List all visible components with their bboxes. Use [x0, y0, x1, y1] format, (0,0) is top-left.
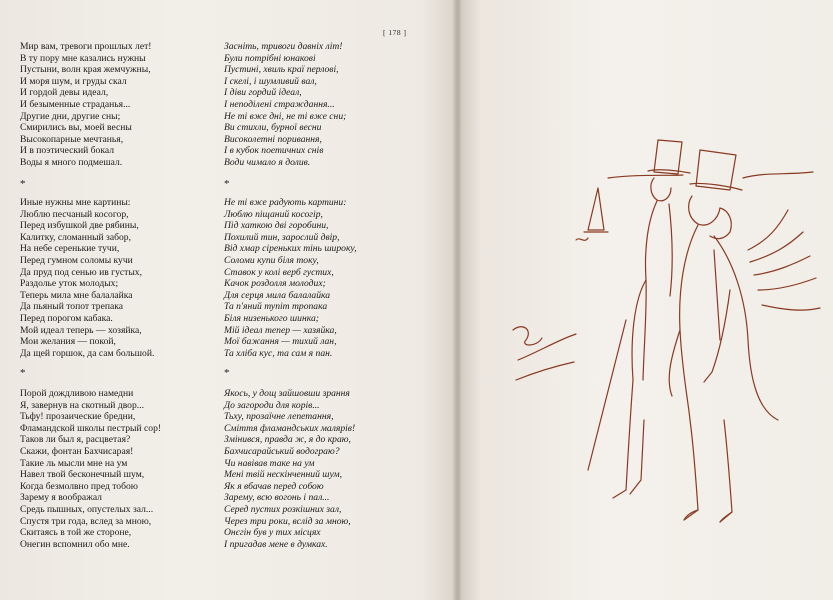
verse-line: Не ті вже дні, не ті вже сни;: [224, 110, 347, 122]
verse-line: Таков ли был я, расцветая?: [20, 434, 131, 446]
illustration-two-men-sketch: [458, 0, 833, 600]
verse-line: Та хліба кус, та сам я пан.: [224, 347, 333, 359]
verse-line: Високолетні поривання,: [224, 133, 322, 145]
verse-line: Соломи купи біля току,: [224, 254, 319, 266]
verse-line: Через три роки, вслід за мною,: [224, 515, 351, 527]
verse-line: Навел твой бесконечный шум,: [20, 469, 145, 481]
ukrainian-stanza-2: [224, 197, 424, 359]
verse-line: Да пьяный топот трепака: [20, 301, 124, 313]
verse-line: Зарему я воображал: [20, 492, 102, 504]
verse-line: Скитаясь в той же стороне,: [20, 527, 132, 539]
verse-line: Люблю піщаний косогір,: [224, 208, 323, 220]
verse-line: И в поэтический бокал: [20, 145, 114, 157]
walking-cane: [588, 320, 626, 470]
verse-line: Мир вам, тревоги прошлых лет!: [20, 41, 152, 52]
verse-line: Були потрібні юнакові: [224, 52, 316, 64]
verse-line: Порой дождливою намедни: [20, 388, 134, 399]
verse-line: Тьфу! прозаические бредни,: [20, 411, 136, 423]
verse-line: Не ті вже радують картини:: [224, 197, 347, 208]
verse-line: Мой идеал теперь — хозяйка,: [20, 324, 142, 336]
verse-line: Серед пустих розкішних зал,: [224, 503, 342, 515]
verse-line: До загороди для корів...: [224, 399, 320, 411]
verse-line: Качок роздолля молодих;: [224, 278, 326, 290]
verse-line: Смирились вы, моей весны: [20, 122, 132, 134]
verse-line: Люблю песчаный косогор,: [20, 208, 129, 220]
verse-line: І в кубок поетичних снів: [224, 145, 324, 157]
verse-line: Змінився, правда ж, я до краю,: [224, 434, 351, 446]
verse-line: Ставок у колі верб густих,: [224, 266, 334, 278]
verse-line: І діви гордий ідеал,: [224, 87, 302, 99]
russian-stanza-1: [20, 41, 220, 169]
verse-line: Тьху, прозаїчне лепетання,: [224, 411, 334, 423]
verse-line: Я, завернув на скотный двор...: [20, 399, 144, 411]
verse-line: Мій ідеал тепер — хазяйка,: [224, 324, 337, 336]
verse-line: Раздолье уток молодых;: [20, 278, 119, 290]
verse-line: Води чимало я долив.: [224, 156, 311, 168]
verse-line: Засніть, тривоги давніх літ!: [224, 41, 343, 52]
verse-line: Спустя три года, вслед за мною,: [20, 515, 152, 527]
horizon-line: [608, 175, 683, 178]
verse-line: Чи навівав таке на ум: [224, 457, 315, 469]
stanza-separator: *: [224, 178, 230, 190]
verse-line: Пустині, хвиль краї перлові,: [224, 64, 339, 76]
verse-line: Скажи, фонтан Бахчисарая!: [20, 445, 134, 457]
verse-line: И гордой девы идеал,: [20, 87, 109, 99]
verse-line: Біля низенького шинка;: [224, 312, 319, 324]
verse-line: І неподілені страждання...: [224, 98, 335, 110]
sailboat: [584, 188, 608, 232]
scribble: [513, 327, 542, 345]
verse-line: Зарему, всю вогонь і пал...: [224, 492, 330, 504]
verse-line: Мені твій нескінченний шум,: [224, 469, 343, 481]
verse-line: И моря шум, и груды скал: [20, 75, 127, 87]
verse-line: Да пруд под сенью ив густых,: [20, 266, 143, 278]
ukrainian-stanza-3: [224, 388, 424, 550]
russian-stanza-2: [20, 197, 220, 359]
verse-line: Перед избушкой две рябины,: [20, 220, 139, 232]
verse-line: Як я вбачав перед собою: [224, 480, 324, 492]
verse-line: Від хмар сіреньких тінь широку,: [224, 243, 357, 255]
verse-line: Калитку, сломанный забор,: [20, 231, 131, 243]
verse-line: Такие ль мысли мне на ум: [20, 457, 128, 469]
verse-line: Якось, у дощ зайшовши зрання: [224, 388, 350, 399]
verse-line: Ви стихли, бурної весни: [224, 122, 322, 134]
verse-line: Перед порогом кабака.: [20, 312, 113, 324]
russian-stanza-3: [20, 388, 220, 550]
verse-line: Бахчисарайський водограю?: [224, 445, 340, 457]
verse-line: Высокопарные мечтанья,: [20, 133, 124, 145]
horizon-line: [743, 172, 813, 178]
stanza-separator: *: [20, 178, 26, 190]
verse-line: Онегин вспомнил обо мне.: [20, 538, 130, 550]
verse-line: Когда безмолвно пред тобою: [20, 480, 138, 492]
stanza-separator: *: [20, 367, 26, 379]
verse-line: Мои желания — покой,: [20, 336, 116, 348]
verse-line: Да щей горшок, да сам большой.: [20, 347, 155, 359]
verse-line: Для серця мила балалайка: [224, 289, 331, 301]
verse-line: І скелі, і шумливий вал,: [224, 75, 317, 87]
wing-strokes: [748, 210, 788, 250]
ukrainian-stanza-1: [224, 41, 424, 169]
verse-line: Під хаткою дві горобини,: [224, 220, 329, 232]
verse-line: І пригадав мене в думках.: [224, 538, 328, 550]
verse-line: Другие дни, другие сны;: [20, 110, 121, 122]
verse-line: Иные нужны мне картины:: [20, 197, 131, 208]
verse-line: Воды я много подмешал.: [20, 156, 123, 168]
verse-line: И безыменные страданья...: [20, 98, 131, 110]
verse-line: Мої бажання — тихий лан,: [224, 336, 337, 348]
verse-line: На небе серенькие тучи,: [20, 243, 120, 255]
page-number: [ 178 ]: [383, 28, 407, 37]
verse-line: Похилий тин, зарослий двір,: [224, 231, 340, 243]
stanza-separator: *: [224, 367, 230, 379]
top-hat: [654, 140, 682, 174]
verse-line: Та п'яний тупіт тропака: [224, 301, 328, 313]
verse-line: Онєгін був у тих місцях: [224, 527, 321, 539]
verse-line: В ту пору мне казались нужны: [20, 52, 146, 64]
verse-line: Теперь мила мне балалайка: [20, 289, 133, 301]
verse-line: Сміття фламандських малярів!: [224, 422, 356, 434]
verse-line: Фламандской школы пестрый сор!: [20, 422, 162, 434]
verse-line: Средь пышных, опустелых зал...: [20, 503, 154, 515]
verse-line: Пустыни, волн края жемчужны,: [20, 64, 151, 76]
verse-line: Перед гумном соломы кучи: [20, 254, 133, 266]
